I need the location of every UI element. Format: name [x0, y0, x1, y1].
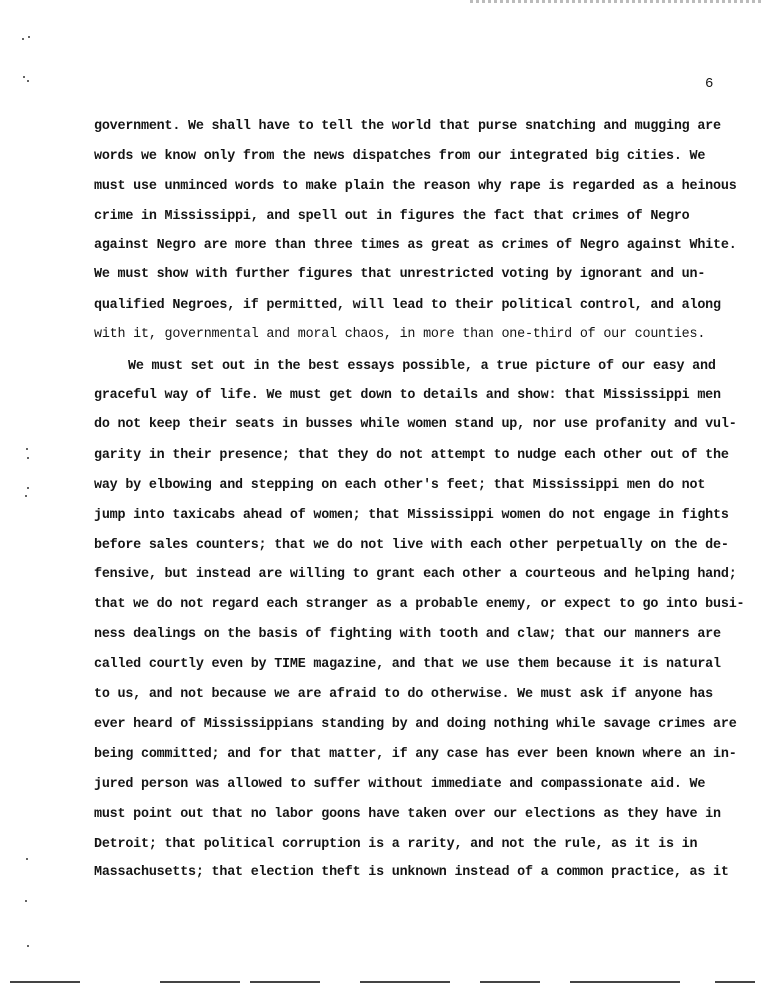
- text-line: to us, and not because we are afraid to do otherwise. We must ask if anyone has: [94, 687, 714, 702]
- scan-speck: [25, 900, 27, 902]
- text-line: way by elbowing and stepping on each other's feet; that Mississippi men do not: [94, 478, 706, 493]
- text-line: words we know only from the news dispatches from our integrated big cities. We: [94, 149, 706, 164]
- text-line: being committed; and for that matter, if any case has ever been known where an in-: [94, 747, 737, 762]
- text-line: fensive, but instead are willing to grant each other a courteous and helping hand;: [94, 567, 737, 582]
- paragraph-first-line: We must set out in the best essays possible, a true picture of our easy and: [128, 359, 716, 374]
- text-line: before sales counters; that we do not live with each other perpetually on the de-: [94, 538, 729, 553]
- scan-speck: [26, 858, 28, 860]
- text-line: must use unminced words to make plain the reason why rape is regarded as a heinous: [94, 179, 737, 194]
- text-line: called courtly even by TIME magazine, and that we use them because it is natural: [94, 657, 721, 672]
- scan-speck: [27, 457, 29, 459]
- text-line: with it, governmental and moral chaos, in more than one-third of our counties.: [94, 327, 706, 342]
- page-number: 6: [705, 76, 714, 92]
- text-line: qualified Negroes, if permitted, will lead to their political control, and along: [94, 298, 721, 313]
- bottom-scan-edge: [0, 981, 763, 984]
- scan-speck: [25, 495, 27, 497]
- scan-speck: [26, 448, 28, 450]
- scan-speck: [22, 38, 24, 40]
- text-line: do not keep their seats in busses while women stand up, nor use profanity and vul-: [94, 417, 737, 432]
- scan-speck: [27, 487, 29, 489]
- top-scan-edge: [470, 0, 763, 3]
- text-line: We must show with further figures that unrestricted voting by ignorant and un-: [94, 267, 706, 282]
- text-line: jump into taxicabs ahead of women; that Mississippi women do not engage in fights: [94, 508, 729, 523]
- text-line: crime in Mississippi, and spell out in figures the fact that crimes of Negro: [94, 209, 690, 224]
- text-line: ness dealings on the basis of fighting with tooth and claw; that our manners are: [94, 627, 721, 642]
- text-line: Detroit; that political corruption is a rarity, and not the rule, as it is in: [94, 837, 698, 852]
- text-line: that we do not regard each stranger as a probable enemy, or expect to go into busi-: [94, 597, 745, 612]
- text-line: ever heard of Mississippians standing by and doing nothing while savage crimes are: [94, 717, 737, 732]
- text-line: government. We shall have to tell the world that purse snatching and mugging are: [94, 119, 721, 134]
- text-line: against Negro are more than three times as great as crimes of Negro against White.: [94, 238, 737, 253]
- scan-speck: [27, 80, 29, 82]
- text-line: garity in their presence; that they do not attempt to nudge each other out of the: [94, 448, 729, 463]
- text-line: must point out that no labor goons have taken over our elections as they have in: [94, 807, 721, 822]
- scan-speck: [23, 76, 25, 78]
- text-line: jured person was allowed to suffer without immediate and compassionate aid. We: [94, 777, 706, 792]
- scan-speck: [28, 36, 30, 38]
- text-line: graceful way of life. We must get down to details and show: that Mississippi men: [94, 388, 721, 403]
- text-line: Massachusetts; that election theft is unknown instead of a common practice, as it: [94, 865, 729, 880]
- scan-speck: [27, 945, 29, 947]
